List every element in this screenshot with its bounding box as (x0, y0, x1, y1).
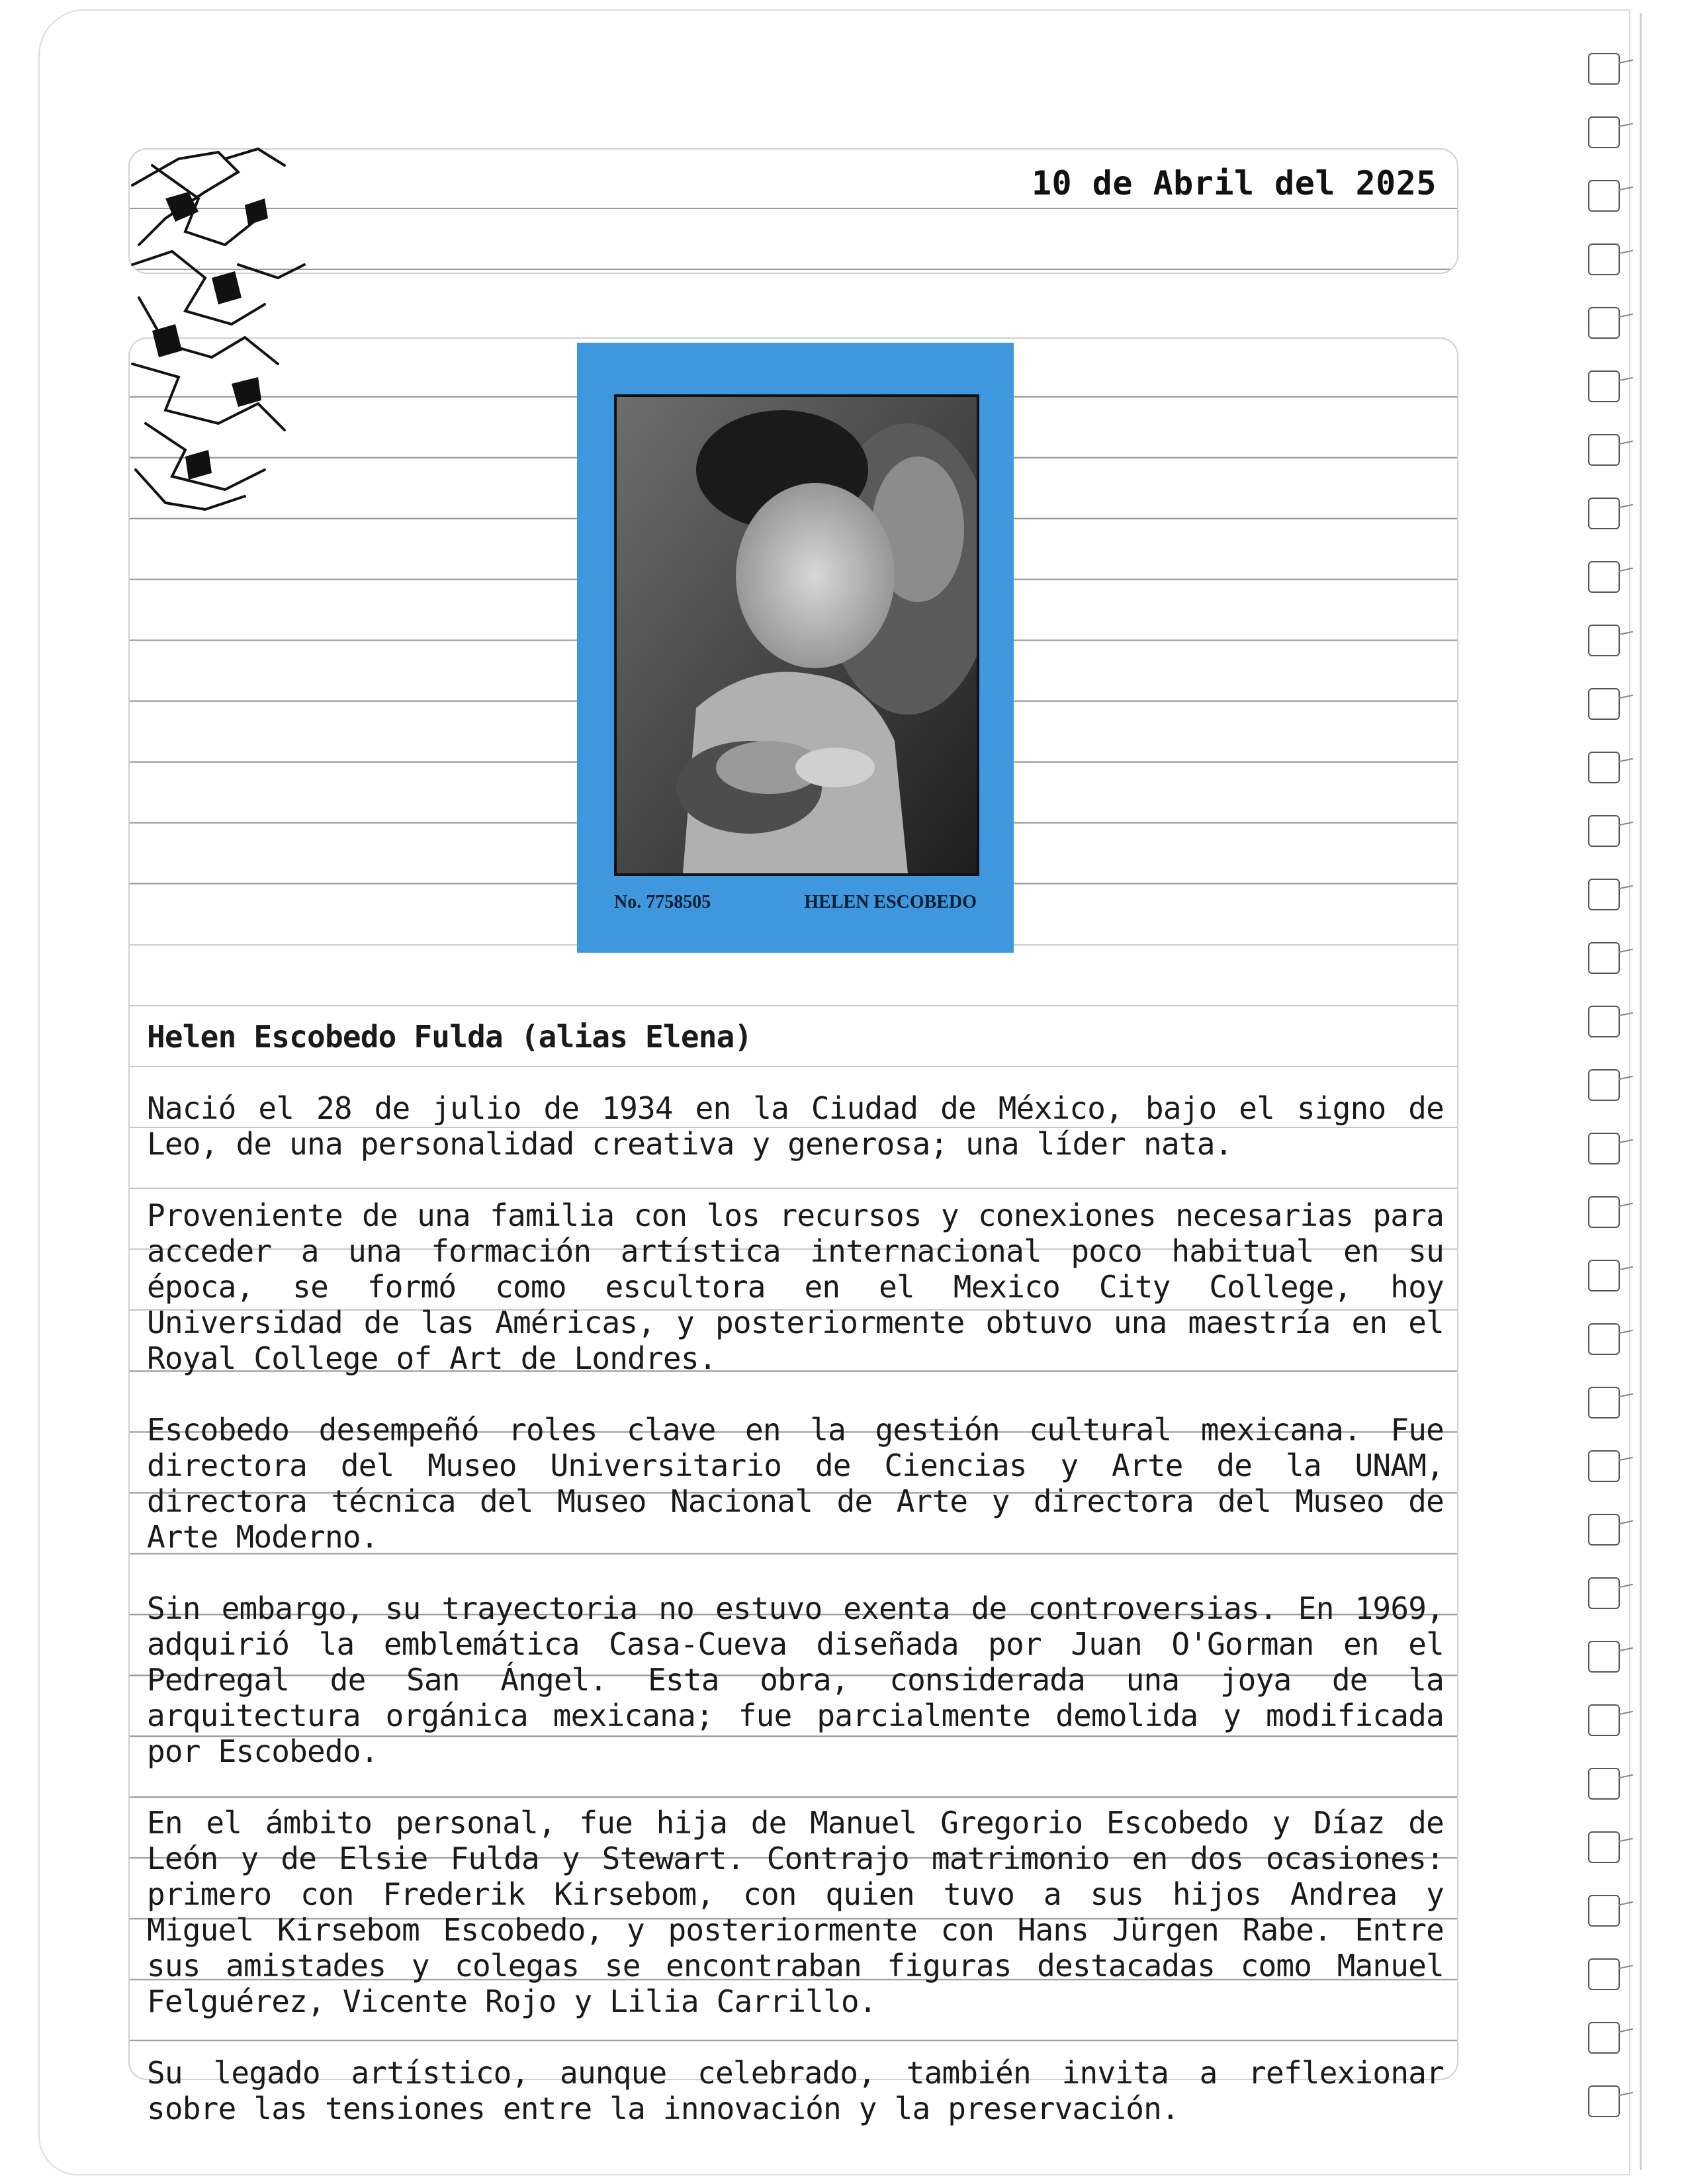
notebook-tab-icon (1588, 180, 1620, 212)
portrait-photo (614, 394, 979, 876)
notebook-tab-icon (1588, 1323, 1620, 1355)
notebook-tab-icon (1588, 1260, 1620, 1291)
photo-caption-name: HELEN ESCOBEDO (804, 892, 977, 912)
notebook-tab-icon (1588, 434, 1620, 466)
notebook-tab-icon (1588, 2022, 1620, 2054)
notebook-tab-icon (1588, 1450, 1620, 1482)
notebook-tab-icon (1588, 116, 1620, 148)
notebook-tab-icon (1588, 1133, 1620, 1164)
notebook-tab-icon (1588, 752, 1620, 783)
paragraph: Nació el 28 de julio de 1934 en la Ciudad de México, bajo el signo de Leo, de una personalidad creativa y generosa; una líder nata. (147, 1090, 1444, 1162)
paragraph: Su legado artístico, aunque celebrado, también invita a reflexionar sobre las tensiones entre la innovación y la preservación. (147, 2055, 1444, 2126)
entry-date: 10 de Abril del 2025 (1031, 164, 1437, 202)
notebook-tab-icon (1588, 1831, 1620, 1863)
paragraph: En el ámbito personal, fue hija de Manuel Gregorio Escobedo y Díaz de León y de Elsie Fulda y Stewart. Contrajo matrimonio en dos ocasiones: primero con Frederik Kirsebom, con quien tuvo a sus hijos Andrea y Miguel Kirsebom Escobedo, y posteriormente con Hans Jürgen Rabe. Entre sus amistades y colegas se encontraban figuras destacadas como Manuel Felguérez, Vicente Rojo y Lilia Carrillo. (147, 1805, 1444, 2019)
notebook-tab-icon (1588, 1006, 1620, 1037)
notebook-tab-icon (1588, 2085, 1620, 2117)
notebook-tab-icon (1588, 625, 1620, 656)
notebook-tab-icon (1588, 1069, 1620, 1101)
photo-number: No. 7758505 (614, 892, 711, 912)
notebook-tab-icon (1588, 371, 1620, 402)
notebook-tab-icon (1588, 1768, 1620, 1800)
entry-body (147, 1019, 1444, 2162)
notebook-tab-icon (1588, 1895, 1620, 1927)
notebook-tab-icon (1588, 879, 1620, 910)
notebook-tab-icon (1588, 1196, 1620, 1228)
notebook-tab-icon (1588, 1958, 1620, 1990)
sculpture-sketch-icon (126, 146, 318, 516)
photo-card (577, 343, 1014, 953)
notebook-tab-icon (1588, 942, 1620, 974)
notebook-tab-icon (1588, 1577, 1620, 1609)
notebook-tab-icon (1588, 1641, 1620, 1673)
paragraph: Sin embargo, su trayectoria no estuvo exenta de controversias. En 1969, adquirió la emblemática Casa-Cueva diseñada por Juan O'Gorman en el Pedregal de San Ángel. Esta obra, considerada una joya de la arquitectura orgánica mexicana; fue parcialmente demolida y modificada por Escobedo. (147, 1591, 1444, 1769)
notebook-tab-icon (1588, 815, 1620, 847)
paragraph: Proveniente de una familia con los recursos y conexiones necesarias para acceder a una formación artística internacional poco habitual en su época, se formó como escultora en el Mexico City College, hoy Universidad de las Américas, y posteriormente obtuvo una maestría en el Royal College of Art de Londres. (147, 1198, 1444, 1376)
notebook-tab-icon (1588, 498, 1620, 529)
notebook-tab-icon (1588, 243, 1620, 275)
notebook-tab-icon (1588, 1704, 1620, 1736)
entry-title: Helen Escobedo Fulda (alias Elena) (147, 1019, 752, 1055)
notebook-tab-icon (1588, 1514, 1620, 1546)
notebook-tab-icon (1588, 561, 1620, 593)
notebook-tabs (1588, 40, 1661, 2170)
notebook-tab-icon (1588, 307, 1620, 339)
notebook-tab-icon (1588, 1387, 1620, 1419)
notebook-tab-icon (1588, 53, 1620, 85)
notebook-tab-icon (1588, 688, 1620, 720)
paragraph: Escobedo desempeñó roles clave en la gestión cultural mexicana. Fue directora del Museo Universitario de Ciencias y Arte de la UNAM, directora técnica del Museo Nacional de Arte y directora del Museo de Arte Moderno. (147, 1412, 1444, 1555)
